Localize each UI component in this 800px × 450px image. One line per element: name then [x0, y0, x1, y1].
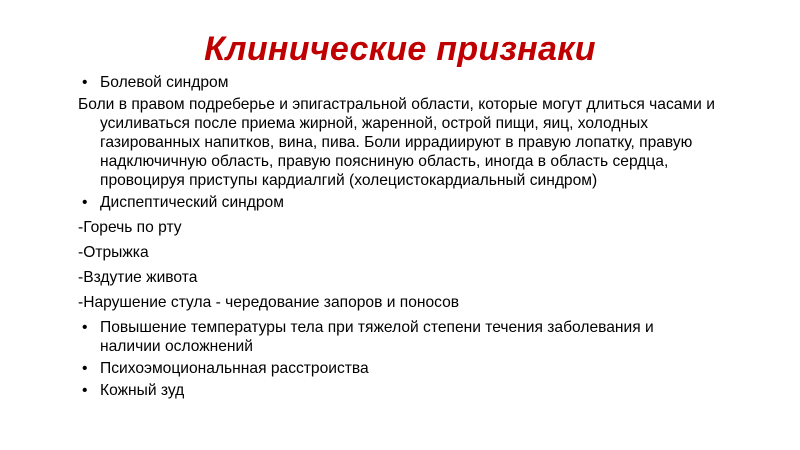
- dyspeptic-item: -Горечь по рту: [78, 219, 182, 236]
- slide-content: [78, 70, 718, 403]
- bullet-dot-icon: •: [82, 360, 88, 377]
- dyspeptic-syndrome-heading: Диспептический синдром: [100, 194, 284, 211]
- dyspeptic-item: -Отрыжка: [78, 244, 149, 261]
- psychoemotional-text: Психоэмоциональнная расстроиства: [100, 360, 369, 377]
- bullet-dot-icon: •: [82, 382, 88, 399]
- fever-text: Повышение температуры тела при тяжелой степени течения заболевания и наличии осложнений: [100, 319, 654, 355]
- slide-title: Клинические признаки: [204, 30, 596, 68]
- bullet-fever: [78, 318, 718, 356]
- pain-syndrome-heading: Болевой синдром: [100, 74, 229, 91]
- bullet-dot-icon: •: [82, 319, 88, 336]
- itching-text: Кожный зуд: [100, 382, 185, 399]
- bullet-dot-icon: •: [82, 194, 88, 211]
- bullet-psychoemotional: [78, 359, 718, 378]
- bullet-dyspeptic-syndrome: [78, 193, 718, 212]
- dyspeptic-item: -Вздутие живота: [78, 269, 198, 286]
- bullet-pain-syndrome: [78, 73, 718, 92]
- bullet-dot-icon: •: [82, 74, 88, 91]
- dyspeptic-item: -Нарушение стула - чередование запоров и поносов: [78, 294, 460, 311]
- bullet-itching: [78, 381, 718, 400]
- pain-syndrome-description: Боли в правом подреберье и эпигастральной области, которые могут длиться часами и усиливаться после приема жирной, жаренной, острой пищи, яиц, холодных газированных напитков, вина, пива. Боли иррадиируют в правую лопатку, правую надключичную область, правую поясниную область, иногда в область сердца, провоцируя приступы кардиалгий (холецистокардиальный синдром): [78, 96, 715, 189]
